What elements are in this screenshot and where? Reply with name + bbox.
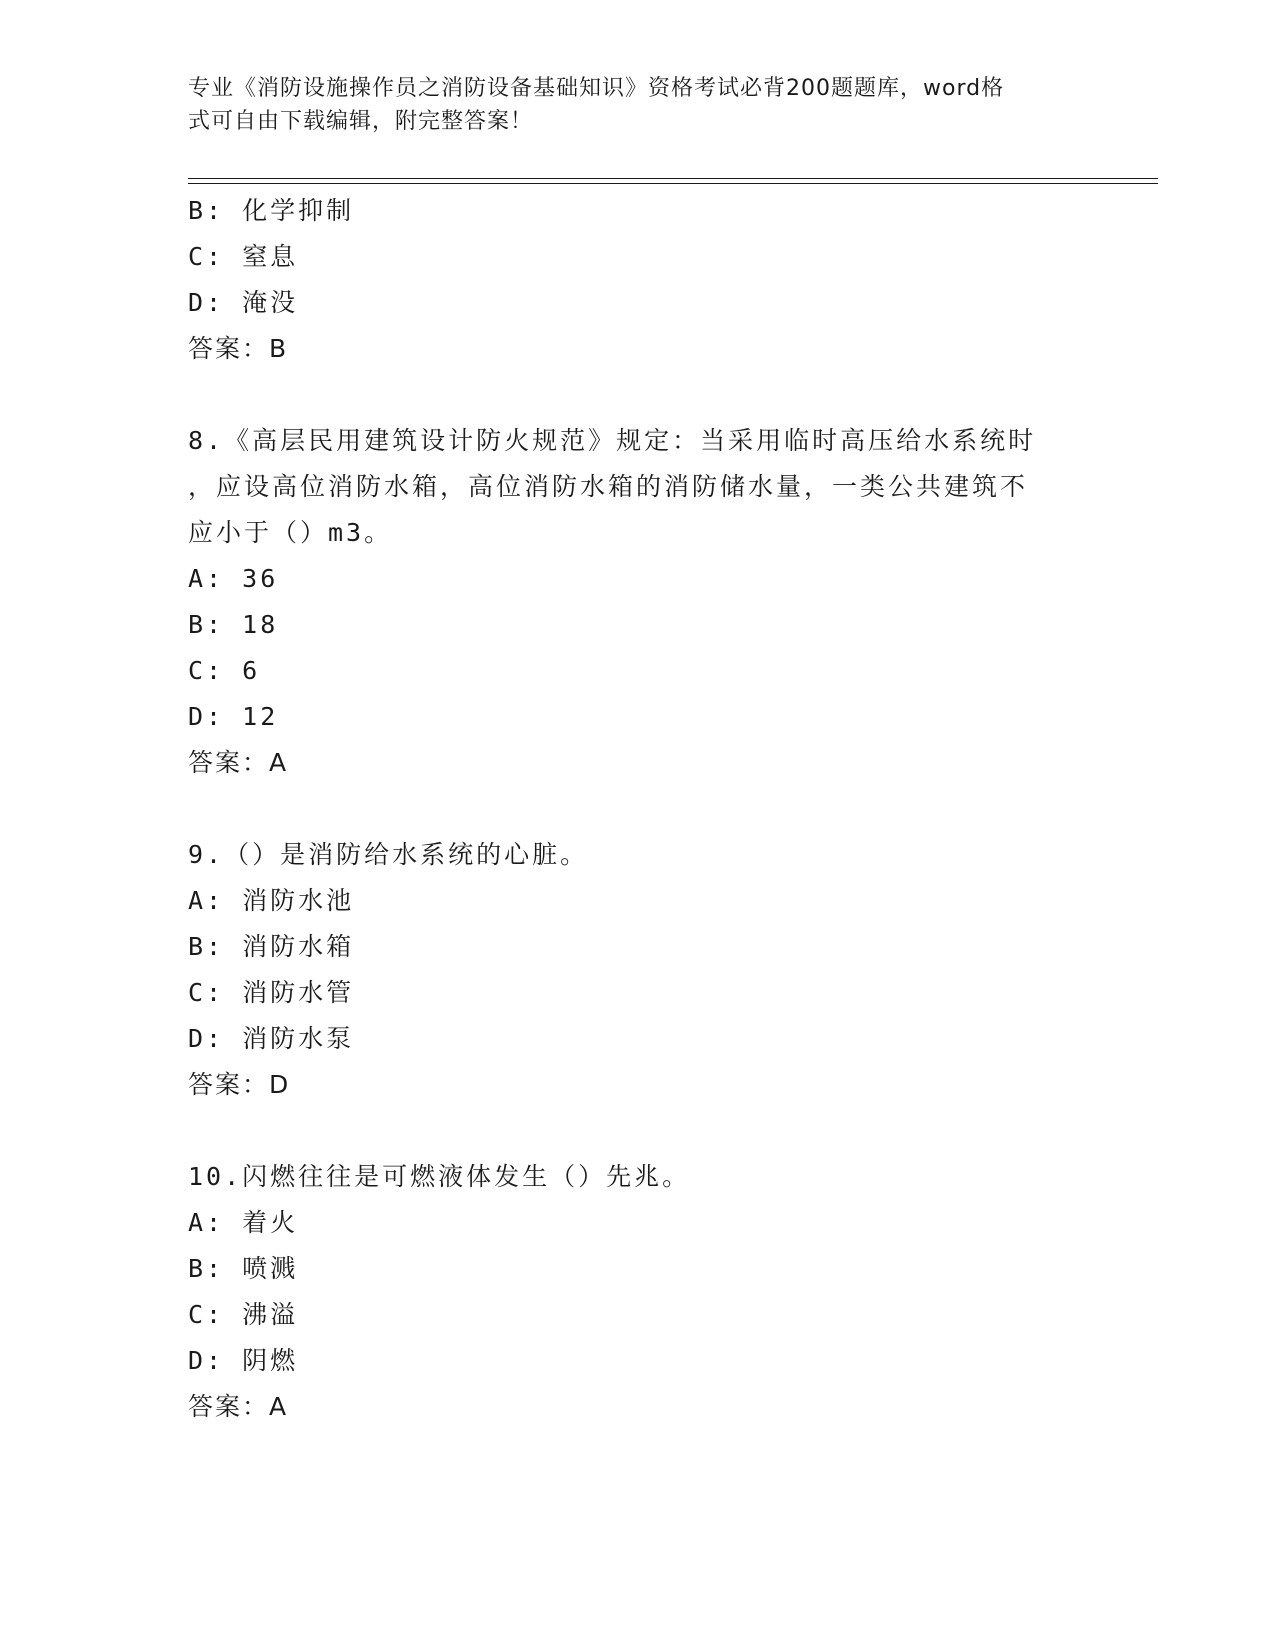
q8-option-d: D: 12 [188,702,279,731]
spacer [188,1108,1068,1154]
q8-option-c: C: 6 [188,656,261,685]
q10-answer: 答案：A [188,1392,289,1421]
q9-option-d: D: 消防水泵 [188,1024,355,1053]
q9-option-a: A: 消防水池 [188,886,355,915]
q7-option-d: D: 淹没 [188,288,299,317]
question-9 [188,832,1068,1108]
q8-answer: 答案：A [188,748,289,777]
header-rule-top [188,178,1158,179]
q8-stem-line-1: 8.《高层民用建筑设计防火规范》规定：当采用临时高压给水系统时 [188,426,1037,455]
spacer [188,372,1068,418]
q8-option-b: B: 18 [188,610,279,639]
q10-option-b: B: 喷溅 [188,1254,299,1283]
q9-option-b: B: 消防水箱 [188,932,355,961]
q7-answer: 答案：B [188,334,289,363]
q9-stem: 9.（）是消防给水系统的心脏。 [188,840,589,869]
q7-option-c: C: 窒息 [188,242,299,271]
q8-stem-line-3: 应小于（）m3。 [188,518,393,547]
header-line-2: 式可自由下载编辑，附完整答案！ [188,109,534,134]
q10-option-a: A: 着火 [188,1208,299,1237]
document-header [188,72,1068,138]
question-8 [188,418,1068,786]
q10-stem: 10.闪燃往往是可燃液体发生（）先兆。 [188,1162,691,1191]
question-7-fragment [188,188,1068,372]
q9-answer: 答案：D [188,1070,291,1099]
header-line-1: 专业《消防设施操作员之消防设备基础知识》资格考试必背200题题库，word格 [188,76,1005,101]
q9-option-c: C: 消防水管 [188,978,355,1007]
question-content [188,188,1068,1430]
q8-option-a: A: 36 [188,564,279,593]
q8-stem-line-2: ，应设高位消防水箱，高位消防水箱的消防储水量，一类公共建筑不 [188,472,1029,501]
spacer [188,786,1068,832]
q10-option-c: C: 沸溢 [188,1300,299,1329]
q10-option-d: D: 阴燃 [188,1346,299,1375]
q7-option-b: B: 化学抑制 [188,196,355,225]
header-rule-bottom [188,183,1158,184]
question-10 [188,1154,1068,1430]
